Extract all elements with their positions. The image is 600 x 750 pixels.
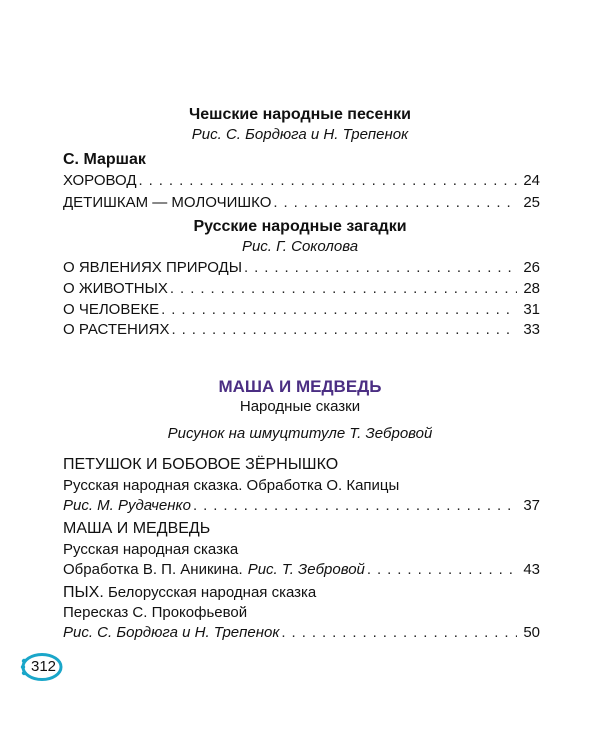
toc-entry-page: 25 <box>523 194 540 211</box>
tale-title[interactable]: МАША И МЕДВЕДЬ <box>63 520 211 537</box>
section-heading-czech-songs: Чешские народные песенки <box>189 106 411 123</box>
toc-entry[interactable] <box>63 496 540 516</box>
toc-entry[interactable] <box>63 320 540 340</box>
toc-entry[interactable] <box>63 279 540 299</box>
tale-adaptation: Обработка В. П. Аникина. <box>63 561 243 578</box>
leader-dots <box>281 623 517 643</box>
toc-entry-title: О ЯВЛЕНИЯХ ПРИРОДЫ <box>63 259 242 276</box>
toc-entry-page: 28 <box>523 280 540 297</box>
part-subtitle: Народные сказки <box>239 398 361 415</box>
toc-entry-title: ХОРОВОД <box>63 172 137 189</box>
tale-illustrator: Рис. С. Бордюга и Н. Трепенок <box>63 624 280 641</box>
toc-entry-title: ДЕТИШКАМ — МОЛОЧИШКО <box>63 194 272 211</box>
toc-entry-page: 37 <box>523 497 540 514</box>
toc-entry[interactable] <box>63 560 540 580</box>
section-heading-riddles: Русские народные загадки <box>193 218 407 235</box>
leader-dots <box>171 320 517 340</box>
page-number-badge <box>20 652 64 682</box>
tale-title: ПЫХ. <box>63 584 104 601</box>
tale-origin: Белорусская народная сказка <box>107 584 317 601</box>
leader-dots <box>170 279 517 299</box>
tale-info: Русская народная сказка. Обработка О. Капицы <box>63 477 400 494</box>
toc-entry-title: О РАСТЕНИЯХ <box>63 321 170 338</box>
toc-entry-page: 43 <box>523 561 540 578</box>
leader-dots <box>244 258 517 278</box>
part-illustration-note: Рисунок на шмуцтитуле Т. Зебровой <box>167 425 433 442</box>
toc-entry[interactable] <box>63 300 540 320</box>
leader-dots <box>139 171 518 191</box>
section-illustrators: Рис. С. Бордюга и Н. Трепенок <box>191 126 409 143</box>
toc-entry[interactable] <box>63 623 540 643</box>
leader-dots <box>367 560 517 580</box>
toc-entry-page: 31 <box>523 301 540 318</box>
page-number: 312 <box>31 658 57 675</box>
toc-entry-page: 33 <box>523 321 540 338</box>
author-name: С. Маршак <box>63 151 146 168</box>
tale-info: Пересказ С. Прокофьевой <box>63 604 248 621</box>
part-title: МАША И МЕДВЕДЬ <box>218 377 382 396</box>
toc-entry-page: 26 <box>523 259 540 276</box>
section-illustrators: Рис. Г. Соколова <box>241 238 359 255</box>
toc-entry-title: О ЧЕЛОВЕКЕ <box>63 301 160 318</box>
toc-entry[interactable] <box>63 258 540 278</box>
tale-title[interactable]: ПЕТУШОК И БОБОВОЕ ЗЁРНЫШКО <box>63 456 339 473</box>
tale-illustrator: Рис. Т. Зебровой <box>247 561 365 578</box>
tale-illustrator: Рис. М. Рудаченко <box>63 497 191 514</box>
toc-entry[interactable] <box>63 193 540 213</box>
tale-title-line[interactable] <box>63 583 540 603</box>
leader-dots <box>273 193 517 213</box>
toc-entry[interactable] <box>63 171 540 191</box>
toc-entry-title: О ЖИВОТНЫХ <box>63 280 168 297</box>
toc-entry-page: 24 <box>523 172 540 189</box>
leader-dots <box>193 496 517 516</box>
leader-dots <box>161 300 517 320</box>
tale-info: Русская народная сказка <box>63 541 239 558</box>
toc-entry-page: 50 <box>523 624 540 641</box>
